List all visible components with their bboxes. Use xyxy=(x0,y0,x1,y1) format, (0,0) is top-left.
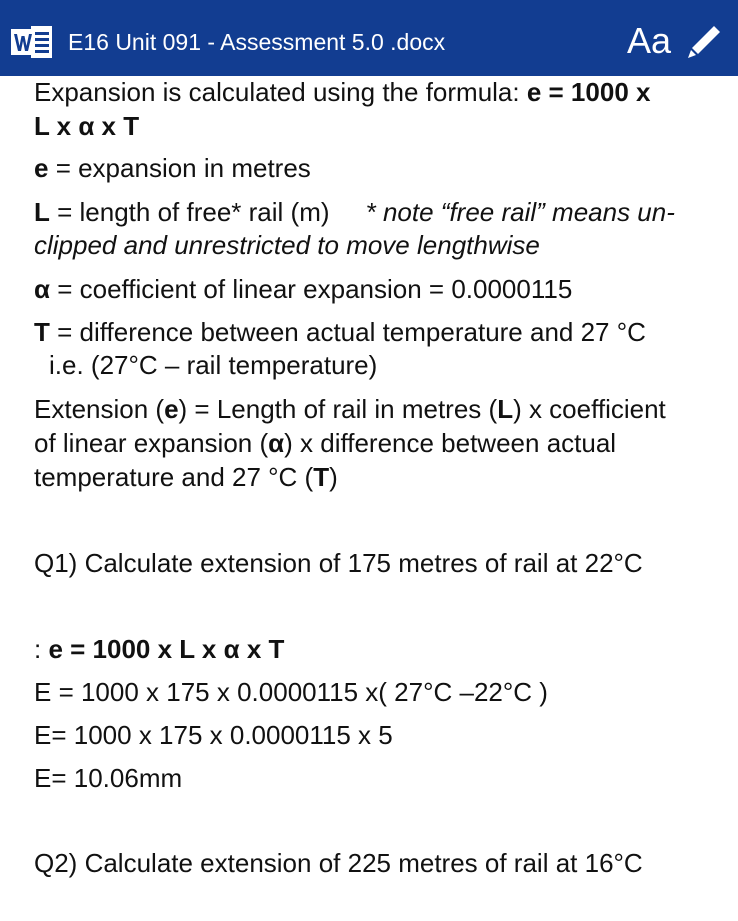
question-2: Q2) Calculate extension of 225 metres of rail at 16°C xyxy=(34,848,643,878)
definition-alpha: α = coefficient of linear expansion = 0.0000115 xyxy=(34,274,573,304)
word-icon xyxy=(11,24,53,60)
font-settings-button[interactable]: Aa xyxy=(627,20,672,61)
formula-continued-line: L x α x T xyxy=(34,111,140,141)
definition-e: e = expansion in metres xyxy=(34,153,311,183)
formula-intro-line: Expansion is calculated using the formula: e = 1000 x xyxy=(34,77,651,107)
extension-definition-line2: of linear expansion (α) x difference between actual xyxy=(34,428,617,458)
question-1: Q1) Calculate extension of 175 metres of rail at 22°C xyxy=(34,548,643,578)
document-title: E16 Unit 091 - Assessment 5.0 .docx xyxy=(68,29,446,55)
answer-1-step1: E = 1000 x 175 x 0.0000115 x( 27°C –22°C ) xyxy=(34,677,548,707)
definition-L: L = length of free* rail (m) * note “free rail” means un- xyxy=(34,197,675,227)
formula-bold: e = 1000 x xyxy=(526,77,651,107)
answer-1-result: E= 10.06mm xyxy=(34,763,183,793)
definition-T-ie: i.e. (27°C – rail temperature) xyxy=(49,350,378,380)
pencil-icon[interactable] xyxy=(684,22,724,62)
definition-T: T = difference between actual temperature and 27 °C xyxy=(34,317,646,347)
answer-1-formula: : e = 1000 x L x α x T xyxy=(34,634,285,664)
extension-definition-line3: temperature and 27 °C (T) xyxy=(34,462,338,492)
extension-definition-line1: Extension (e) = Length of rail in metres (L) x coefficient xyxy=(34,394,666,424)
document-header-bar xyxy=(0,0,738,76)
answer-1-step2: E= 1000 x 175 x 0.0000115 x 5 xyxy=(34,720,393,750)
definition-L-note: clipped and unrestricted to move lengthwise xyxy=(34,230,540,260)
